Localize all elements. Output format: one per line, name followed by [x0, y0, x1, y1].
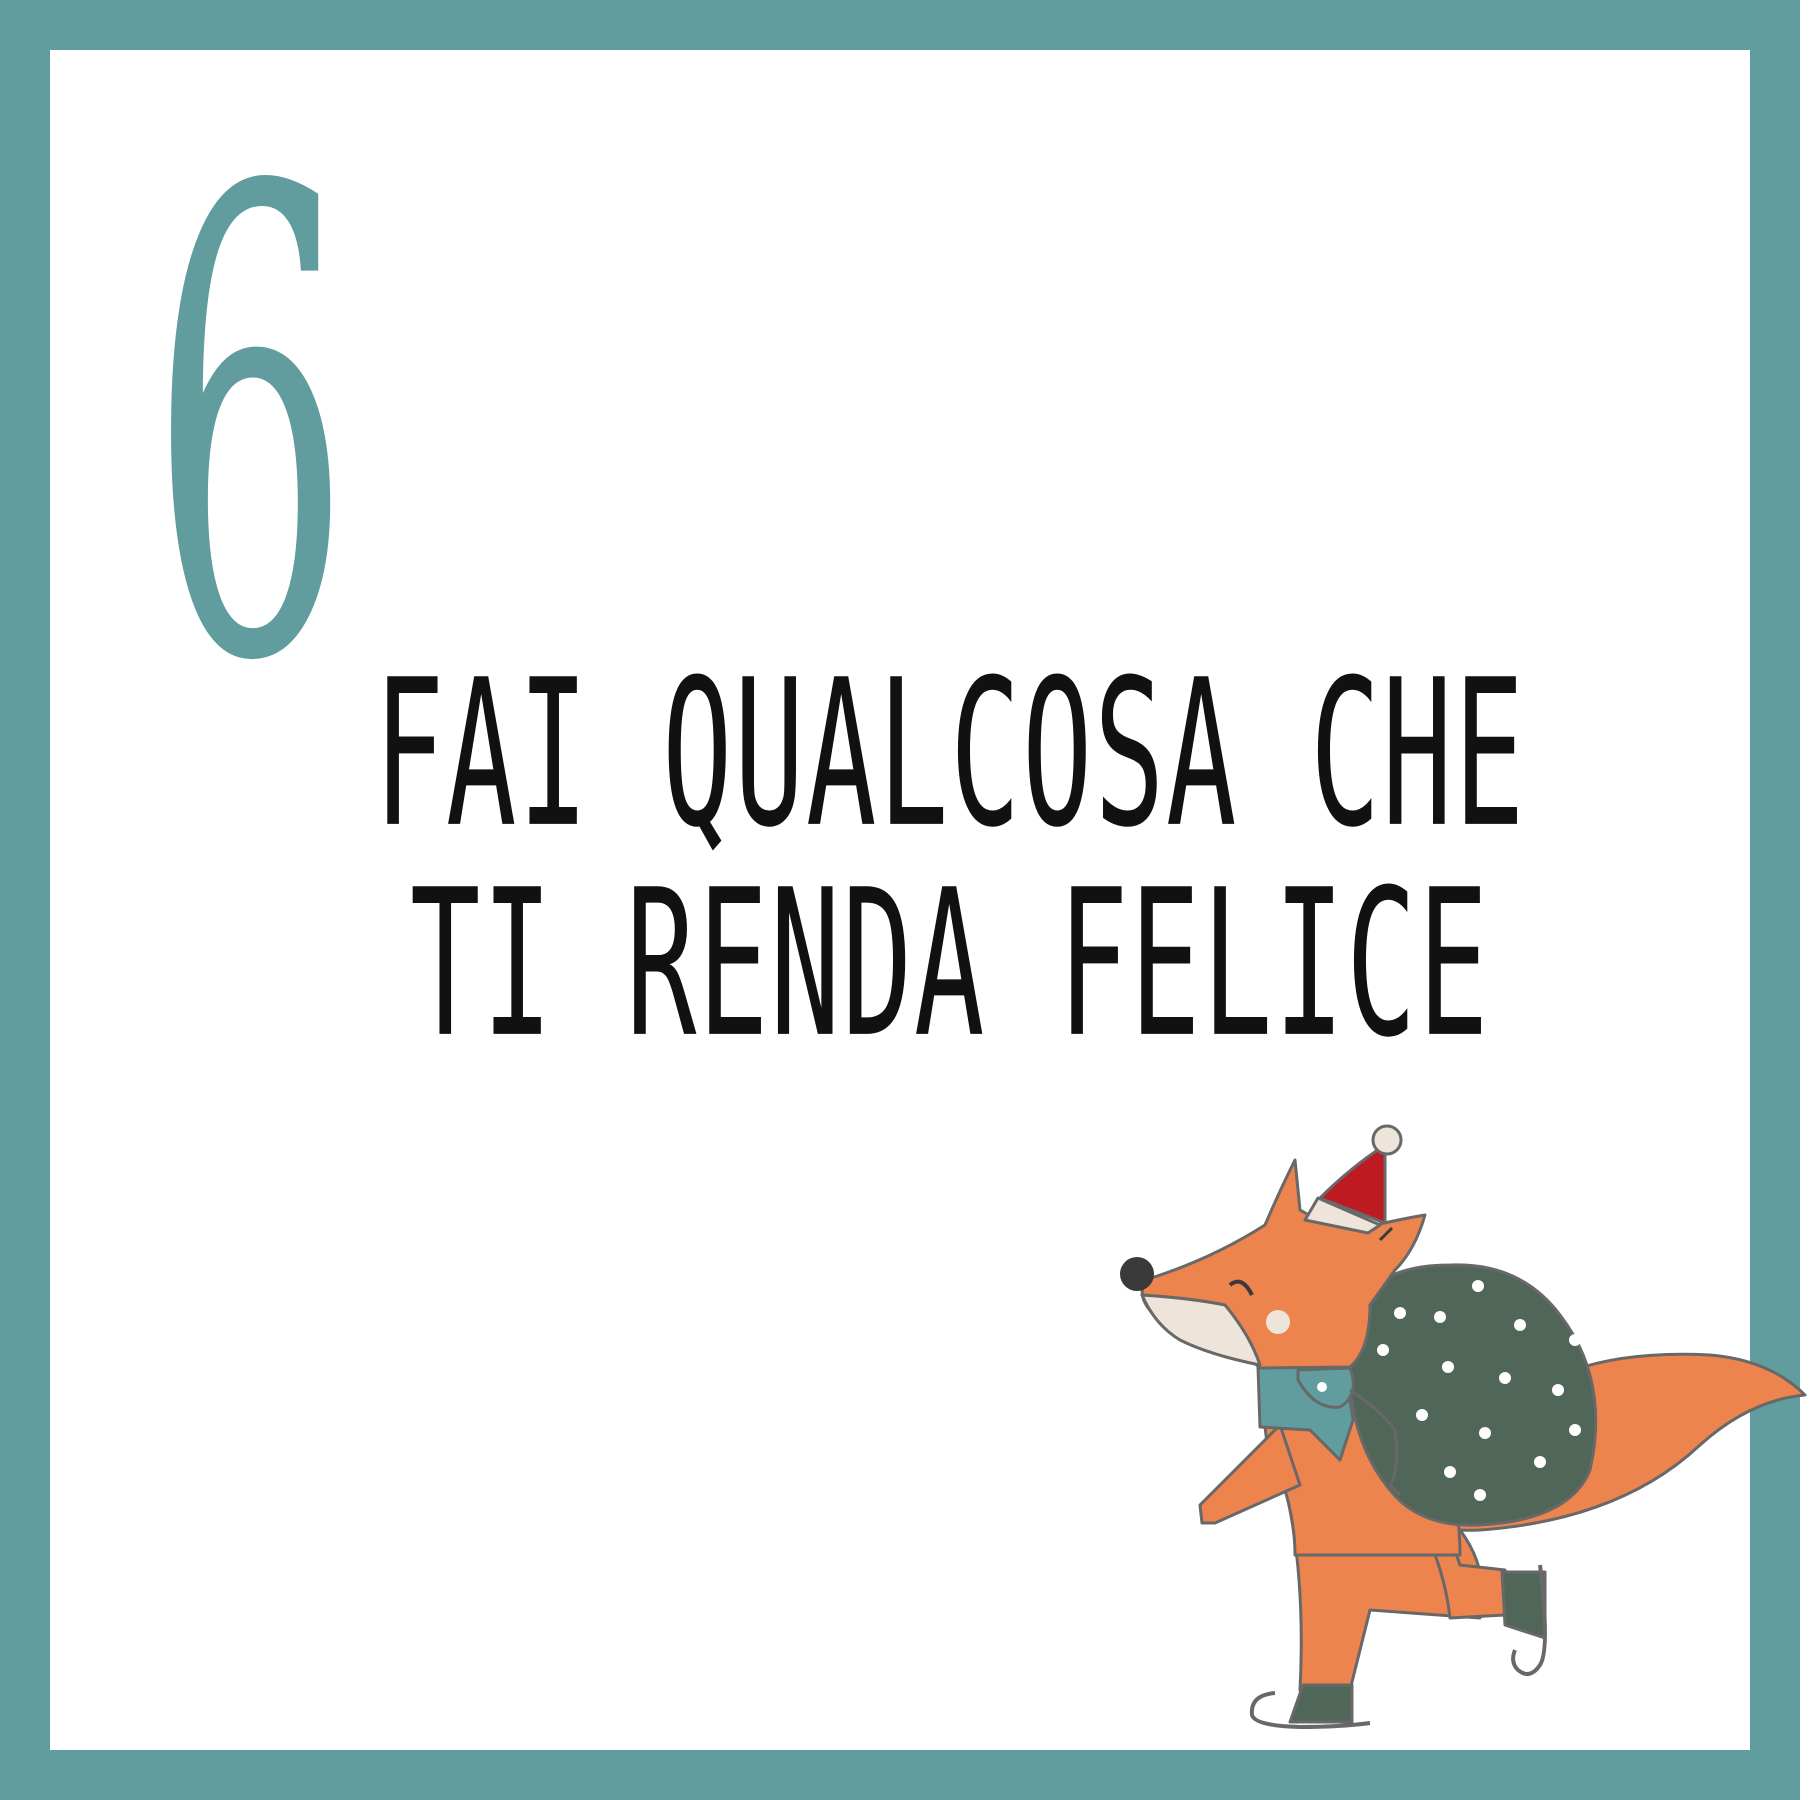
- santa-hat-pompom: [1373, 1126, 1401, 1154]
- fox-boot-right: [1502, 1572, 1545, 1638]
- message-line-1: FAI QUALCOSA CHE: [373, 637, 1526, 873]
- day-number-text: 6: [150, 56, 350, 801]
- message-line-2: TI RENDA FELICE: [409, 847, 1491, 1083]
- fox-nose: [1120, 1257, 1154, 1291]
- day-number: [130, 56, 370, 801]
- card-message: [150, 637, 1750, 1083]
- fox-with-santa-hat-carrying-sack-icon: [1100, 1110, 1810, 1740]
- fox-cheek: [1266, 1310, 1290, 1334]
- fox-arm-left: [1200, 1425, 1300, 1523]
